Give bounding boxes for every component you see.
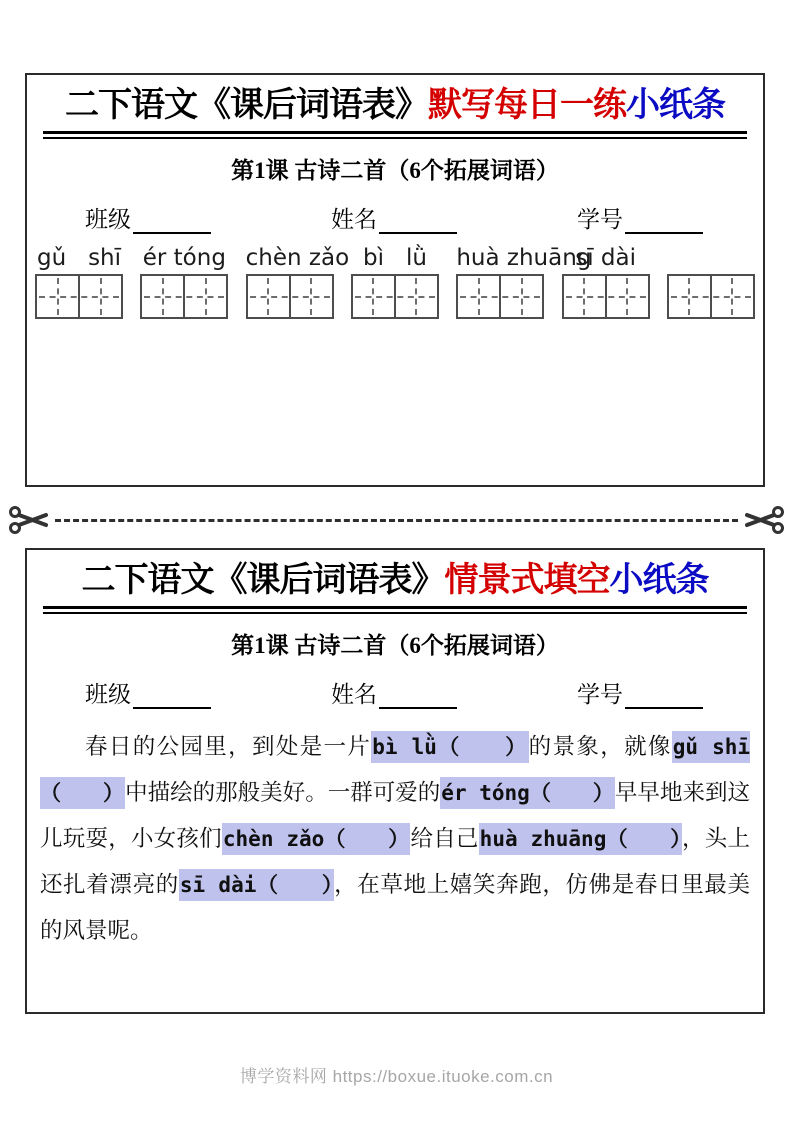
writing-cell[interactable] [669,276,710,317]
student-id-field [577,676,703,709]
scissors-icon [743,504,785,536]
pinyin-word: bì lǜ [363,244,427,271]
pinyin-word: gǔ shī [36,244,122,271]
paragraph-text: 早早地来到这儿玩耍，小女孩们 [40,779,750,851]
title-underline [43,137,747,139]
student-id-field [577,201,703,234]
title-underline [43,612,747,614]
class-field [85,676,211,709]
lesson-subtitle: 第1课 古诗二首（6个拓展词语） [231,632,559,658]
pinyin-row [35,246,755,271]
pinyin-blank[interactable]: gǔ shī（ ） [40,731,750,809]
writing-grid[interactable] [246,274,334,319]
name-input-line[interactable] [379,683,457,709]
student-info-row [85,676,703,709]
pinyin-blank[interactable]: huà zhuāng（ ） [479,823,682,855]
writing-cell[interactable] [564,276,605,317]
pinyin-word: sī dài [575,244,637,271]
class-label: 班级 [85,206,131,232]
writing-grid-row [35,274,755,319]
writing-grid[interactable] [351,274,439,319]
cut-line [55,519,738,522]
pinyin-word-empty [667,246,755,271]
writing-cell[interactable] [458,276,499,317]
class-input-line[interactable] [133,208,211,234]
pinyin-word: chèn zǎo [245,244,350,271]
writing-cell[interactable] [78,276,121,317]
writing-cell[interactable] [605,276,648,317]
pinyin-blank[interactable]: sī dài（ ） [179,869,334,901]
student-id-input-line[interactable] [625,683,703,709]
slip2-title-type: 情景式填空 [444,562,610,599]
scissors-icon [8,504,50,536]
slip2-title-course: 二下语文《课后词语表》 [81,562,445,599]
writing-cell[interactable] [710,276,753,317]
writing-grid[interactable] [35,274,123,319]
name-input-line[interactable] [379,208,457,234]
paragraph-text: 春日的公园里，到处是一片 [85,733,372,759]
paragraph-text: 给自己 [410,825,479,851]
paragraph-text: 中描绘的那般美好。一群可爱的 [125,779,441,805]
student-id-label: 学号 [577,206,623,232]
slip1-title [27,86,763,127]
slip2-title-suffix: 小纸条 [609,562,709,599]
student-info-row [85,201,703,234]
slip1-title-suffix: 小纸条 [626,87,725,124]
paragraph-text: ，头上还扎着漂亮的 [40,825,750,897]
name-label: 姓名 [331,681,377,707]
slip1-title-type: 默写每日一练 [428,87,626,124]
slip1-title-course: 二下语文《课后词语表》 [65,87,428,124]
student-id-input-line[interactable] [625,208,703,234]
name-field [331,676,457,709]
writing-cell[interactable] [353,276,394,317]
writing-cell[interactable] [183,276,226,317]
lesson-subtitle: 第1课 古诗二首（6个拓展词语） [231,157,559,183]
title-underline [43,606,747,609]
name-label: 姓名 [331,206,377,232]
writing-cell[interactable] [37,276,78,317]
cut-divider [8,501,785,539]
writing-cell[interactable] [248,276,289,317]
paragraph-text: ，在草地上嬉笑奔跑，仿佛是春日里最美的风景呢。 [40,871,750,943]
writing-cell[interactable] [394,276,437,317]
dictation-slip [25,73,765,487]
writing-cell[interactable] [289,276,332,317]
paragraph-text: 的景象，就像 [528,733,672,759]
name-field [331,201,457,234]
footer-watermark: 博学资料网 https://boxue.ituoke.com.cn [239,1067,554,1086]
context-paragraph [40,724,750,954]
class-label: 班级 [85,681,131,707]
pinyin-blank[interactable]: chèn zǎo（ ） [222,823,411,855]
writing-cell[interactable] [142,276,183,317]
class-field [85,201,211,234]
writing-grid[interactable] [562,274,650,319]
student-id-label: 学号 [577,681,623,707]
slip2-title [27,561,763,602]
context-fill-slip [25,548,765,1014]
writing-grid[interactable] [140,274,228,319]
writing-cell[interactable] [499,276,542,317]
writing-grid[interactable] [667,274,755,319]
pinyin-blank[interactable]: ér tóng（ ） [440,777,615,809]
pinyin-word: ér tóng [142,244,226,271]
title-underline [43,131,747,134]
pinyin-word: huà zhuāng [456,244,592,271]
pinyin-blank[interactable]: bì lǜ（ ） [371,731,528,763]
class-input-line[interactable] [133,683,211,709]
writing-grid[interactable] [456,274,544,319]
